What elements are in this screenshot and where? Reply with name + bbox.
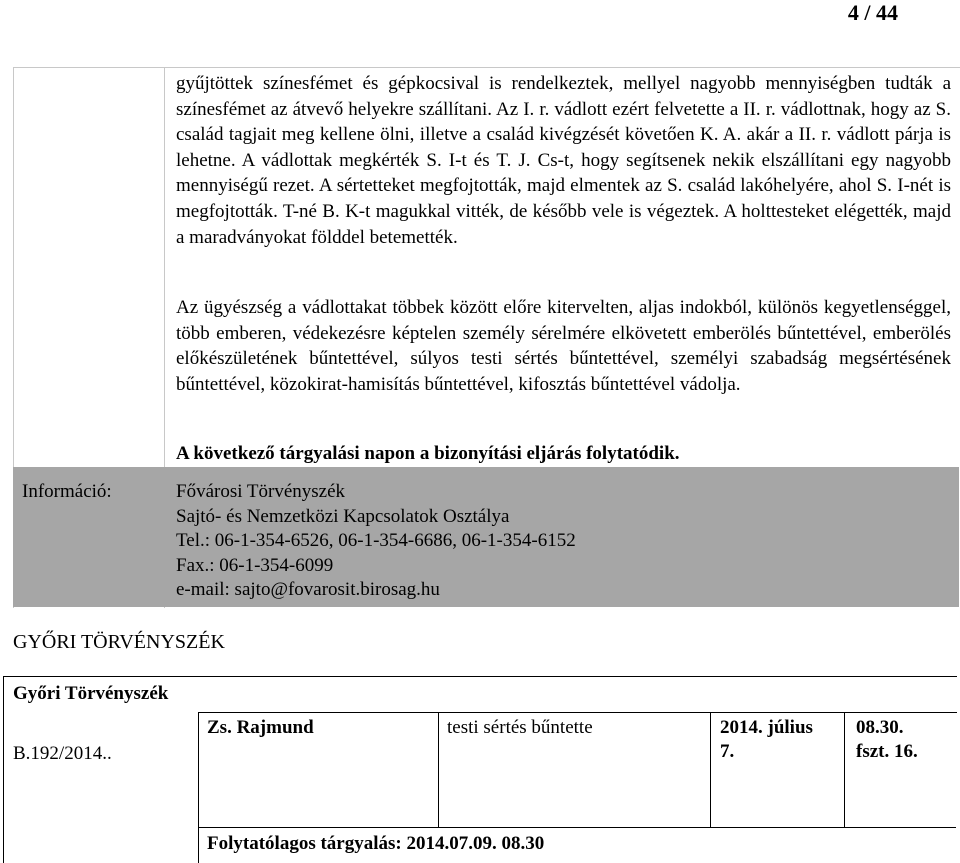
page-number: 4 / 44 bbox=[847, 0, 898, 25]
column-divider bbox=[438, 712, 439, 827]
continuation-note: Folytatólagos tárgyalás: 2014.07.09. 08.30 bbox=[207, 833, 545, 854]
contact-court: Fővárosi Törvényszék bbox=[176, 481, 346, 502]
contact-block bbox=[176, 480, 576, 603]
hearing-date bbox=[720, 716, 838, 764]
case-number: B.192/2014.. bbox=[13, 743, 112, 764]
hearing-date-line-2: 7. bbox=[720, 741, 735, 762]
indictment-paragraph: Az ügyészség a vádlottakat többek között előre kitervelten, aljas indokból, különös kegyetlenséggel, több emberen, védekezésre képtelen személy sérelmére elkövetett emberölés bűntettével, emberölés előkészületének bűntettével, súlyos testi sértés bűntettével, személyi szabadság megsértésének bűntettével, közokirat-hamisítás bűntettével, kifosztás bűntettével vádolja. bbox=[176, 297, 951, 395]
row-divider bbox=[198, 827, 956, 828]
case-description-paragraph: gyűjtöttek színesfémet és gépkocsival is rendelkeztek, mellyel nagyobb mennyiségben tudták a színesfémet az átvevő helyekre szállítani. Az I. r. vádlott ezért felvetette a II. r. vádlottnak, hogy az S. család tagjait meg kellene ölni, illetve a család kivégzését követően K. A. akár a II. r. vádlott párja is lehetne. A vádlottak megkérték S. I-t és T. J. Cs-t, hogy segítsenek nekik elszállítani egy nagyobb mennyiségű rezet. A sértetteket megfojtották, majd elmentek az S. család lakóhelyére, ahol S. I-nét is megfojtották. T-né B. K-t magukkal vitték, de később vele is végeztek. A holttesteket elégették, majd a maradványokat földdel betemették. bbox=[176, 73, 951, 248]
hearing-date-text: 2014. július bbox=[720, 717, 813, 738]
column-divider bbox=[844, 712, 845, 827]
court-name: Győri Törvényszék bbox=[13, 683, 169, 704]
hearing-room: fszt. 16. bbox=[856, 741, 918, 762]
column-divider bbox=[710, 712, 711, 827]
contact-department: Sajtó- és Nemzetközi Kapcsolatok Osztálya bbox=[176, 505, 510, 527]
charge: testi sértés bűntette bbox=[447, 717, 593, 738]
hearing-time: 08.30. bbox=[856, 717, 904, 738]
contact-email: e-mail: sajto@fovarosit.birosag.hu bbox=[176, 579, 440, 600]
information-label: Információ: bbox=[22, 481, 112, 502]
contact-fax: Fax.: 06-1-354-6099 bbox=[176, 554, 334, 576]
contact-phone: Tel.: 06-1-354-6526, 06-1-354-6686, 06-1-354-6152 bbox=[176, 530, 576, 551]
court-section-heading: GYŐRI TÖRVÉNYSZÉK bbox=[13, 631, 225, 653]
defendant-name: Zs. Rajmund bbox=[207, 717, 314, 738]
next-hearing-note: A következő tárgyalási napon a bizonyítási eljárás folytatódik. bbox=[176, 443, 680, 464]
hearing-date-line-1 bbox=[720, 716, 838, 740]
hearing-time-room bbox=[856, 716, 918, 764]
